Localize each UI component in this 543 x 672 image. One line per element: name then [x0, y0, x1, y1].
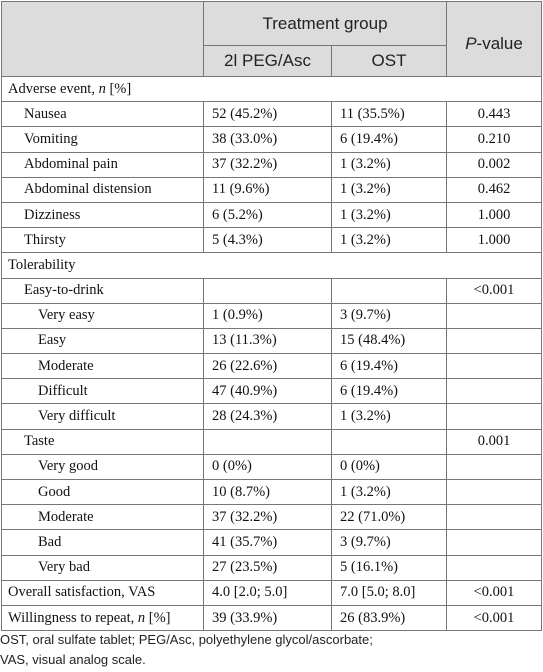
ost-cell: 22 (71.0%)	[332, 505, 447, 530]
row-label: Abdominal pain	[2, 152, 204, 177]
table-row	[2, 202, 542, 227]
p-value-cell: 1.000	[447, 202, 542, 227]
taste-subheader-row	[2, 429, 542, 454]
treatment-group-header: Treatment group	[204, 2, 447, 46]
peg-cell: 26 (22.6%)	[204, 354, 332, 379]
p-value-cell: 1.000	[447, 228, 542, 253]
table-row	[2, 303, 542, 328]
table-row	[2, 177, 542, 202]
footnote-line-2: VAS, visual analog scale.	[0, 652, 146, 667]
ost-cell: 1 (3.2%)	[332, 177, 447, 202]
row-label: Very good	[2, 454, 204, 479]
adverse-event-label-pre: Adverse event,	[8, 80, 99, 97]
table-row	[2, 530, 542, 555]
peg-cell: 28 (24.3%)	[204, 404, 332, 429]
satisfaction-row	[2, 580, 542, 605]
p-value-suffix: -value	[476, 34, 523, 53]
willingness-label-pre: Willingness to repeat,	[8, 609, 138, 626]
ost-cell: 6 (19.4%)	[332, 354, 447, 379]
ost-cell: 5 (16.1%)	[332, 555, 447, 580]
easy-to-drink-subheader-row	[2, 278, 542, 303]
row-label: Good	[2, 480, 204, 505]
row-label: Very bad	[2, 555, 204, 580]
row-label: Very easy	[2, 303, 204, 328]
peg-cell: 41 (35.7%)	[204, 530, 332, 555]
p-italic: P	[465, 34, 477, 53]
ost-cell: 7.0 [5.0; 8.0]	[332, 580, 447, 605]
row-label: Easy	[2, 328, 204, 353]
adverse-event-label	[2, 77, 542, 102]
empty-cell	[447, 379, 542, 404]
peg-cell: 0 (0%)	[204, 454, 332, 479]
row-label: Abdominal distension	[2, 177, 204, 202]
table-row	[2, 404, 542, 429]
p-value-header	[447, 2, 542, 77]
table-row	[2, 228, 542, 253]
results-table	[1, 1, 542, 631]
table-row	[2, 379, 542, 404]
peg-cell: 1 (0.9%)	[204, 303, 332, 328]
empty-cell	[332, 278, 447, 303]
peg-cell: 4.0 [2.0; 5.0]	[204, 580, 332, 605]
ost-cell: 0 (0%)	[332, 454, 447, 479]
ost-cell: 3 (9.7%)	[332, 303, 447, 328]
empty-cell	[447, 354, 542, 379]
peg-cell: 27 (23.5%)	[204, 555, 332, 580]
peg-cell: 37 (32.2%)	[204, 152, 332, 177]
ost-cell: 11 (35.5%)	[332, 102, 447, 127]
table-row	[2, 354, 542, 379]
row-label: Bad	[2, 530, 204, 555]
peg-cell: 5 (4.3%)	[204, 228, 332, 253]
table-row	[2, 152, 542, 177]
taste-label: Taste	[2, 429, 204, 454]
table-row	[2, 102, 542, 127]
p-value-cell: 0.462	[447, 177, 542, 202]
peg-cell: 37 (32.2%)	[204, 505, 332, 530]
ost-cell: 1 (3.2%)	[332, 404, 447, 429]
peg-cell: 47 (40.9%)	[204, 379, 332, 404]
adverse-event-label-post: [%]	[105, 80, 132, 97]
ost-column-header: OST	[332, 46, 447, 77]
p-value-cell: 0.443	[447, 102, 542, 127]
adverse-event-section-row	[2, 77, 542, 102]
ost-cell: 26 (83.9%)	[332, 605, 447, 630]
peg-cell: 10 (8.7%)	[204, 480, 332, 505]
n-italic: n	[98, 80, 106, 97]
satisfaction-label: Overall satisfaction, VAS	[2, 580, 204, 605]
ost-cell: 6 (19.4%)	[332, 379, 447, 404]
ost-cell: 1 (3.2%)	[332, 480, 447, 505]
ost-cell: 1 (3.2%)	[332, 152, 447, 177]
p-value-cell: <0.001	[447, 278, 542, 303]
peg-column-header: 2l PEG/Asc	[204, 46, 332, 77]
p-value-cell: 0.001	[447, 429, 542, 454]
empty-cell	[332, 429, 447, 454]
row-label: Nausea	[2, 102, 204, 127]
empty-cell	[447, 480, 542, 505]
ost-cell: 3 (9.7%)	[332, 530, 447, 555]
p-value-cell: <0.001	[447, 580, 542, 605]
row-label: Moderate	[2, 354, 204, 379]
p-value-cell: 0.210	[447, 127, 542, 152]
table-row	[2, 454, 542, 479]
empty-cell	[204, 429, 332, 454]
empty-cell	[447, 530, 542, 555]
willingness-label	[2, 605, 204, 630]
footnote-line-1: OST, oral sulfate tablet; PEG/Asc, polyethylene glycol/ascorbate;	[0, 632, 373, 647]
blank-header-cell	[2, 2, 204, 77]
table-row	[2, 555, 542, 580]
peg-cell: 6 (5.2%)	[204, 202, 332, 227]
row-label: Thirsty	[2, 228, 204, 253]
ost-cell: 15 (48.4%)	[332, 328, 447, 353]
p-value-cell: <0.001	[447, 605, 542, 630]
row-label: Difficult	[2, 379, 204, 404]
table-row	[2, 480, 542, 505]
ost-cell: 1 (3.2%)	[332, 228, 447, 253]
empty-cell	[204, 278, 332, 303]
row-label: Vomiting	[2, 127, 204, 152]
peg-cell: 11 (9.6%)	[204, 177, 332, 202]
table-row	[2, 328, 542, 353]
empty-cell	[447, 555, 542, 580]
peg-cell: 39 (33.9%)	[204, 605, 332, 630]
willingness-label-post: [%]	[145, 609, 171, 626]
table-row	[2, 505, 542, 530]
willingness-row	[2, 605, 542, 630]
row-label: Very difficult	[2, 404, 204, 429]
tolerability-section-row	[2, 253, 542, 278]
tolerability-label: Tolerability	[2, 253, 542, 278]
empty-cell	[447, 328, 542, 353]
peg-cell: 13 (11.3%)	[204, 328, 332, 353]
peg-cell: 38 (33.0%)	[204, 127, 332, 152]
ost-cell: 6 (19.4%)	[332, 127, 447, 152]
empty-cell	[447, 303, 542, 328]
row-label: Moderate	[2, 505, 204, 530]
p-value-cell: 0.002	[447, 152, 542, 177]
empty-cell	[447, 454, 542, 479]
n-italic: n	[137, 609, 146, 626]
easy-to-drink-label: Easy-to-drink	[2, 278, 204, 303]
table-row	[2, 127, 542, 152]
empty-cell	[447, 505, 542, 530]
ost-cell: 1 (3.2%)	[332, 202, 447, 227]
empty-cell	[447, 404, 542, 429]
row-label: Dizziness	[2, 202, 204, 227]
peg-cell: 52 (45.2%)	[204, 102, 332, 127]
table-footnote	[0, 630, 543, 670]
